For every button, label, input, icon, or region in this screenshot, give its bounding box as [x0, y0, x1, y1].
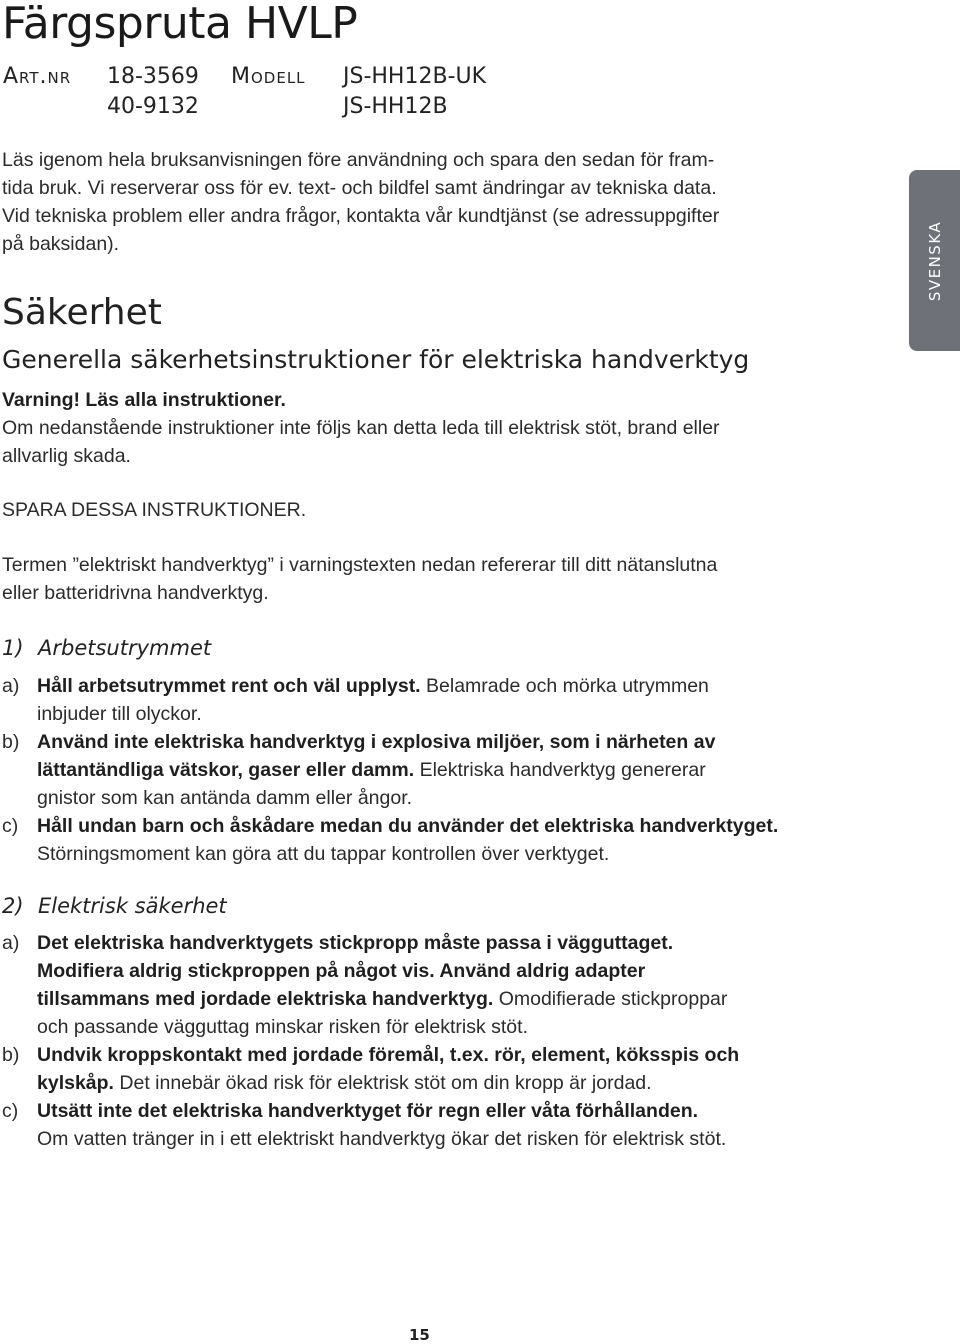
section-1-list — [2, 672, 862, 868]
section-number: 2) — [2, 894, 24, 918]
list-item-line — [37, 1097, 862, 1125]
section-2-heading — [2, 894, 227, 918]
list-item — [2, 1041, 862, 1097]
art-nr-label: Art.nr — [3, 64, 72, 89]
page-title: Färgspruta HVLP — [2, 0, 358, 49]
language-tab — [909, 170, 960, 351]
section-heading: Säkerhet — [2, 292, 162, 333]
bold-text: Modifiera aldrig stickproppen på något vis. Använd aldrig adapter — [37, 960, 646, 982]
bold-text: kylskåp. — [37, 1072, 114, 1094]
list-marker: b) — [2, 1044, 20, 1066]
intro-line: Läs igenom hela bruksanvisningen före användning och spara den sedan för fram- — [2, 149, 715, 171]
body-text: Omodifierade stickproppar — [493, 988, 728, 1010]
list-item-line — [37, 957, 862, 985]
list-item-line — [37, 728, 862, 756]
subheading: Generella säkerhetsinstruktioner för elektriska handverktyg — [2, 345, 750, 374]
model-number-2: JS-HH12B — [343, 94, 448, 119]
list-marker: a) — [2, 932, 20, 954]
section-title: Arbetsutrymmet — [38, 636, 212, 660]
language-tab-label: SVENSKA — [925, 220, 944, 301]
page-number: 15 — [409, 1326, 430, 1344]
section-title: Elektrisk säkerhet — [38, 894, 227, 918]
body-text: Belamrade och mörka utrymmen — [420, 675, 709, 697]
term-paragraph — [2, 551, 832, 607]
bold-text: Det elektriska handverktygets stickpropp måste passa i vägguttaget. — [37, 932, 674, 954]
list-item-line — [37, 784, 862, 812]
list-item-line — [37, 812, 862, 840]
bold-text: Utsätt inte det elektriska handverktyget för regn eller våta förhållanden. — [37, 1100, 699, 1122]
list-marker: b) — [2, 731, 20, 753]
list-item — [2, 812, 862, 868]
section-2-list — [2, 929, 862, 1153]
body-text: och passande vägguttag minskar risken för elektrisk stöt. — [37, 1016, 528, 1038]
model-number-1: JS-HH12B-UK — [343, 64, 487, 89]
list-item-line — [37, 700, 862, 728]
intro-line: på baksidan). — [2, 233, 120, 255]
intro-paragraph — [2, 146, 832, 258]
list-item-line — [37, 1013, 862, 1041]
list-item-line — [37, 929, 862, 957]
list-marker: a) — [2, 675, 20, 697]
list-item-line — [37, 985, 862, 1013]
list-item-line — [37, 840, 862, 868]
list-item-line — [37, 1069, 862, 1097]
section-1-heading — [2, 636, 211, 660]
bold-text: Använd inte elektriska handverktyg i explosiva miljöer, som i närheten av — [37, 731, 716, 753]
warning-line: allvarlig skada. — [2, 445, 131, 467]
section-number: 1) — [2, 636, 24, 660]
art-number-1: 18-3569 — [107, 64, 199, 89]
bold-text: Undvik kroppskontakt med jordade föremål, t.ex. rör, element, köksspis och — [37, 1044, 740, 1066]
body-text: gnistor som kan antända damm eller ångor. — [37, 787, 413, 809]
body-text: Om vatten tränger in i ett elektriskt handverktyg ökar det risken för elektrisk stöt. — [37, 1128, 727, 1150]
term-line: Termen ”elektriskt handverktyg” i varningstexten nedan refererar till ditt nätanslutna — [2, 554, 718, 576]
list-item — [2, 1097, 862, 1153]
body-text: inbjuder till olyckor. — [37, 703, 202, 725]
list-marker: c) — [2, 815, 19, 837]
body-text: Störningsmoment kan göra att du tappar kontrollen över verktyget. — [37, 843, 610, 865]
art-number-2: 40-9132 — [107, 94, 199, 119]
intro-line: Vid tekniska problem eller andra frågor, kontakta vår kundtjänst (se adressuppgifter — [2, 205, 720, 227]
bold-text: Håll arbetsutrymmet rent och väl upplyst. — [37, 675, 421, 697]
intro-line: tida bruk. Vi reserverar oss för ev. text- och bildfel samt ändringar av tekniska data. — [2, 177, 717, 199]
list-item — [2, 929, 862, 1041]
term-line: eller batteridrivna handverktyg. — [2, 582, 269, 604]
body-text: Det innebär ökad risk för elektrisk stöt om din kropp är jordad. — [113, 1072, 652, 1094]
list-item-line — [37, 672, 862, 700]
warning-line: Om nedanstående instruktioner inte följs kan detta leda till elektrisk stöt, brand eller — [2, 417, 720, 439]
list-item-line — [37, 1041, 862, 1069]
bold-text: tillsammans med jordade elektriska handverktyg. — [37, 988, 494, 1010]
warning-block — [2, 386, 832, 470]
warning-heading: Varning! Läs alla instruktioner. — [2, 389, 286, 411]
body-text: Elektriska handverktyg genererar — [414, 759, 706, 781]
list-item — [2, 672, 862, 728]
list-item — [2, 728, 862, 812]
list-item-line — [37, 1125, 862, 1153]
list-item-line — [37, 756, 862, 784]
list-marker: c) — [2, 1100, 19, 1122]
model-label: Modell — [231, 64, 306, 89]
save-instructions: SPARA DESSA INSTRUKTIONER. — [2, 499, 307, 521]
bold-text: lättantändliga vätskor, gaser eller damm. — [37, 759, 415, 781]
article-info — [3, 62, 486, 122]
bold-text: Håll undan barn och åskådare medan du använder det elektriska handverktyget. — [37, 815, 779, 837]
